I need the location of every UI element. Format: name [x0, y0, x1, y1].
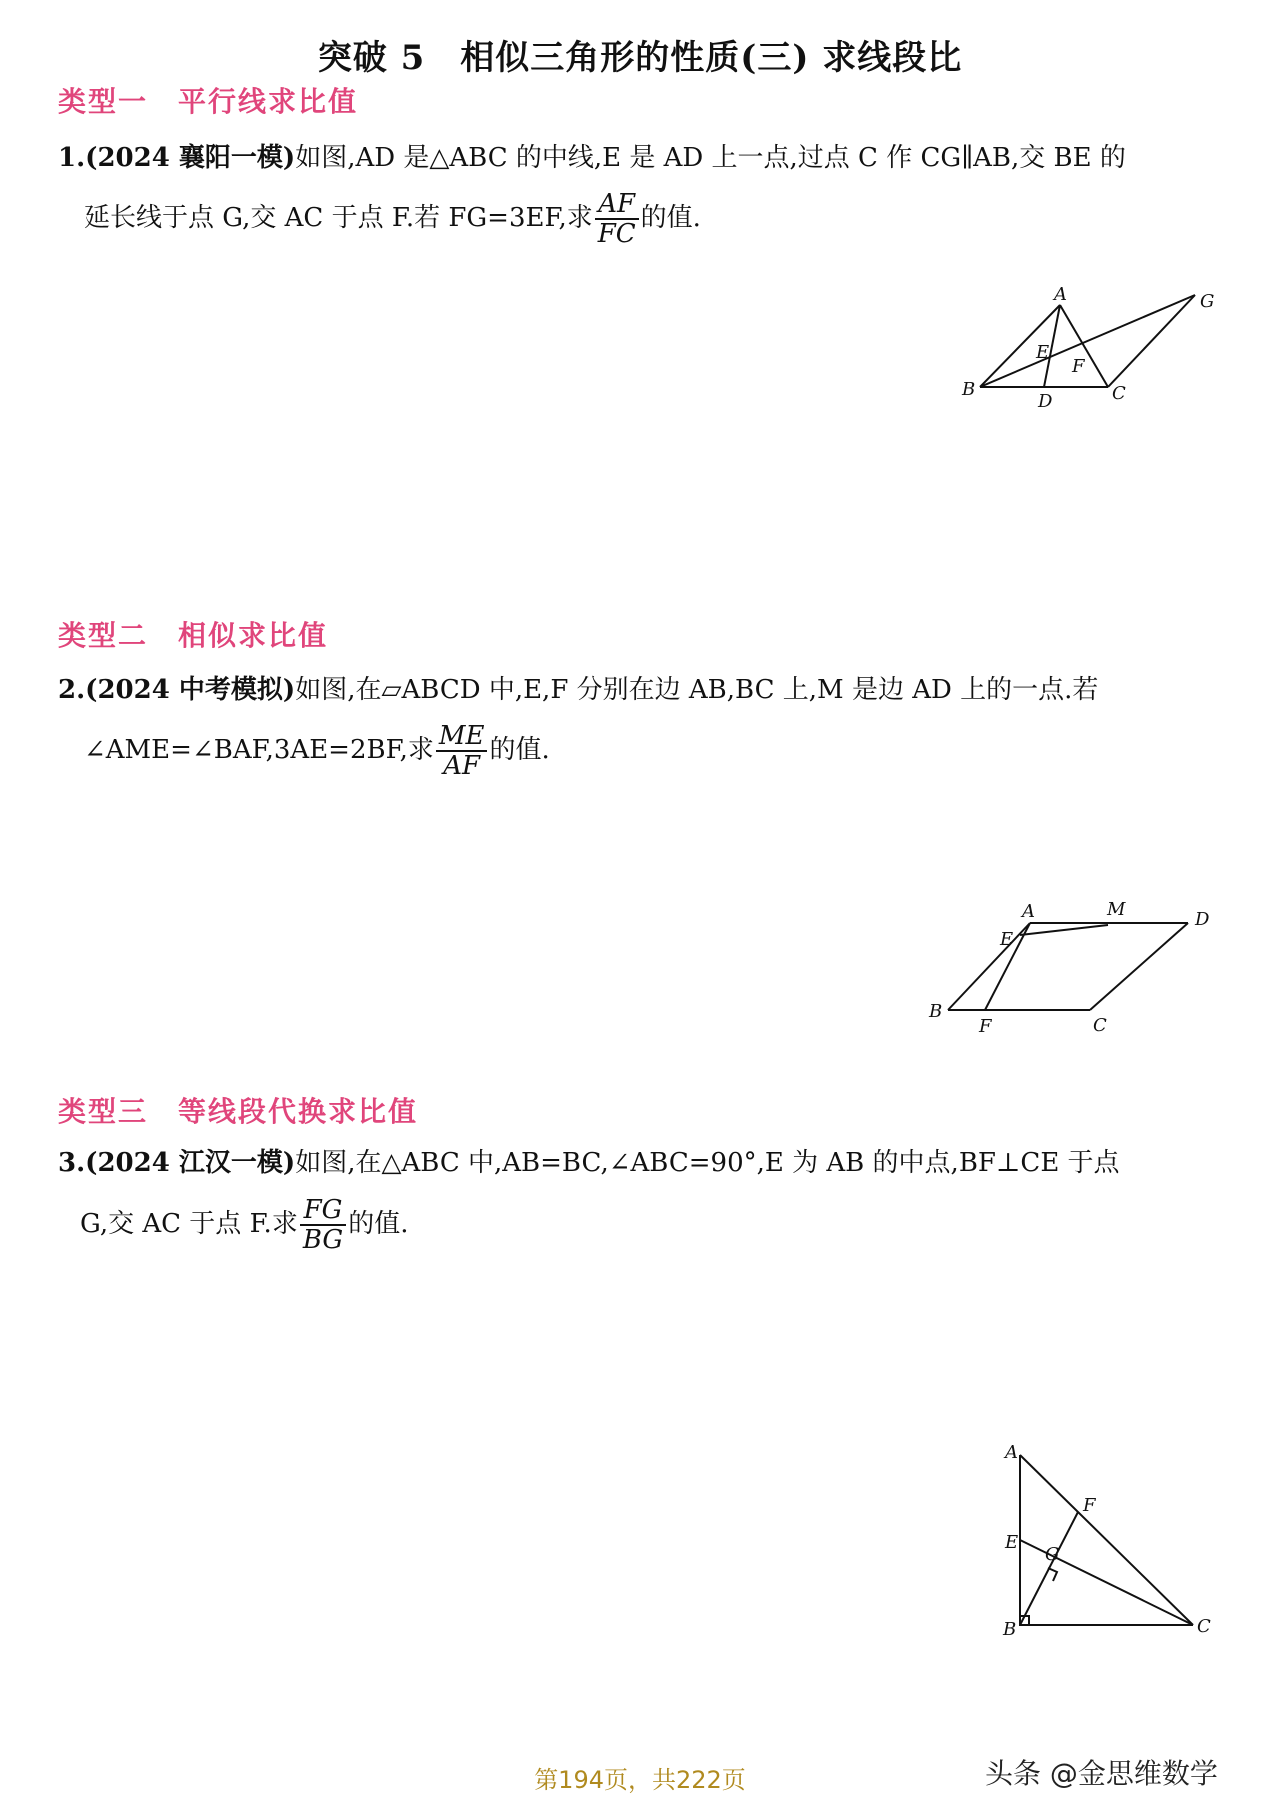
problem-1-line-1 — [58, 140, 1126, 176]
label-B: B — [962, 379, 976, 400]
problem-text: 的值. — [489, 735, 550, 765]
section-label: 类型二 — [58, 619, 149, 652]
problem-2-line-1 — [58, 672, 1098, 708]
label-C: C — [1112, 383, 1126, 404]
problem-text: 如图,AD 是△ABC 的中线,E 是 AD 上一点,过点 C 作 CG∥AB,交 BE 的 — [295, 143, 1126, 173]
page-title: 突破 5 相似三角形的性质(三) 求线段比 — [317, 38, 963, 78]
fraction-numerator: ME — [436, 722, 488, 752]
problem-source: (2024 襄阳一模) — [85, 143, 296, 173]
problem-number: 3. — [58, 1148, 86, 1178]
problem-text: ∠AME=∠BAF,3AE=2BF,求 — [84, 735, 434, 765]
label-B: B — [1003, 1619, 1017, 1640]
problem-text: G,交 AC 于点 F.求 — [80, 1209, 298, 1239]
problem-2-line-2 — [84, 722, 550, 780]
problem-text: 延长线于点 G,交 AC 于点 F.若 FG=3EF,求 — [84, 203, 593, 233]
problem-text: 如图,在△ABC 中,AB=BC,∠ABC=90°,E 为 AB 的中点,BF⊥CE 于点 — [295, 1148, 1120, 1178]
figure-3 — [985, 1440, 1220, 1640]
problem-text: 如图,在▱ABCD 中,E,F 分别在边 AB,BC 上,M 是边 AD 上的一点.若 — [295, 675, 1099, 705]
section-name: 平行线求比值 — [178, 85, 359, 118]
fraction-denominator: BG — [302, 1225, 344, 1255]
label-E: E — [1036, 342, 1050, 363]
label-C: C — [1093, 1015, 1107, 1036]
problem-1-line-2 — [84, 190, 701, 248]
problem-3-line-1 — [58, 1145, 1120, 1181]
label-F: F — [1083, 1495, 1096, 1516]
label-D: D — [1195, 909, 1210, 930]
label-F: F — [979, 1016, 992, 1037]
fraction — [300, 1196, 346, 1254]
fraction-denominator: AF — [443, 751, 481, 781]
fraction-numerator: AF — [595, 190, 639, 220]
label-A: A — [1005, 1442, 1018, 1463]
label-G: G — [1045, 1544, 1060, 1565]
problem-source: (2024 中考模拟) — [85, 675, 296, 705]
problem-source: (2024 江汉一模) — [85, 1148, 296, 1178]
fraction — [595, 190, 639, 248]
section-label: 类型一 — [58, 85, 149, 118]
label-A: A — [1054, 284, 1067, 305]
problem-3-line-2 — [80, 1196, 408, 1254]
label-B: B — [929, 1001, 943, 1022]
fraction — [436, 722, 488, 780]
label-G: G — [1200, 291, 1215, 312]
problem-number: 2. — [58, 675, 86, 705]
label-D: D — [1038, 391, 1053, 410]
label-M: M — [1107, 899, 1126, 920]
fraction-numerator: FG — [300, 1196, 346, 1226]
section-heading-1 — [58, 80, 358, 120]
section-name: 相似求比值 — [178, 619, 329, 652]
label-C: C — [1197, 1616, 1211, 1637]
section-name: 等线段代换求比值 — [178, 1095, 419, 1128]
page-footer: 第194页，共222页 — [534, 1766, 746, 1794]
figure-2 — [925, 895, 1235, 1055]
label-A: A — [1022, 901, 1035, 922]
section-heading-2 — [58, 614, 328, 654]
section-label: 类型三 — [58, 1095, 149, 1128]
fraction-denominator: FC — [597, 219, 636, 249]
problem-text: 的值. — [640, 203, 701, 233]
label-E: E — [1000, 929, 1014, 950]
section-heading-3 — [58, 1090, 418, 1130]
figure-1 — [960, 280, 1220, 410]
label-E: E — [1005, 1532, 1019, 1553]
problem-text: 的值. — [348, 1209, 409, 1239]
watermark: 头条 @金思维数学 — [985, 1757, 1218, 1790]
problem-number: 1. — [58, 143, 86, 173]
label-F: F — [1072, 356, 1085, 377]
